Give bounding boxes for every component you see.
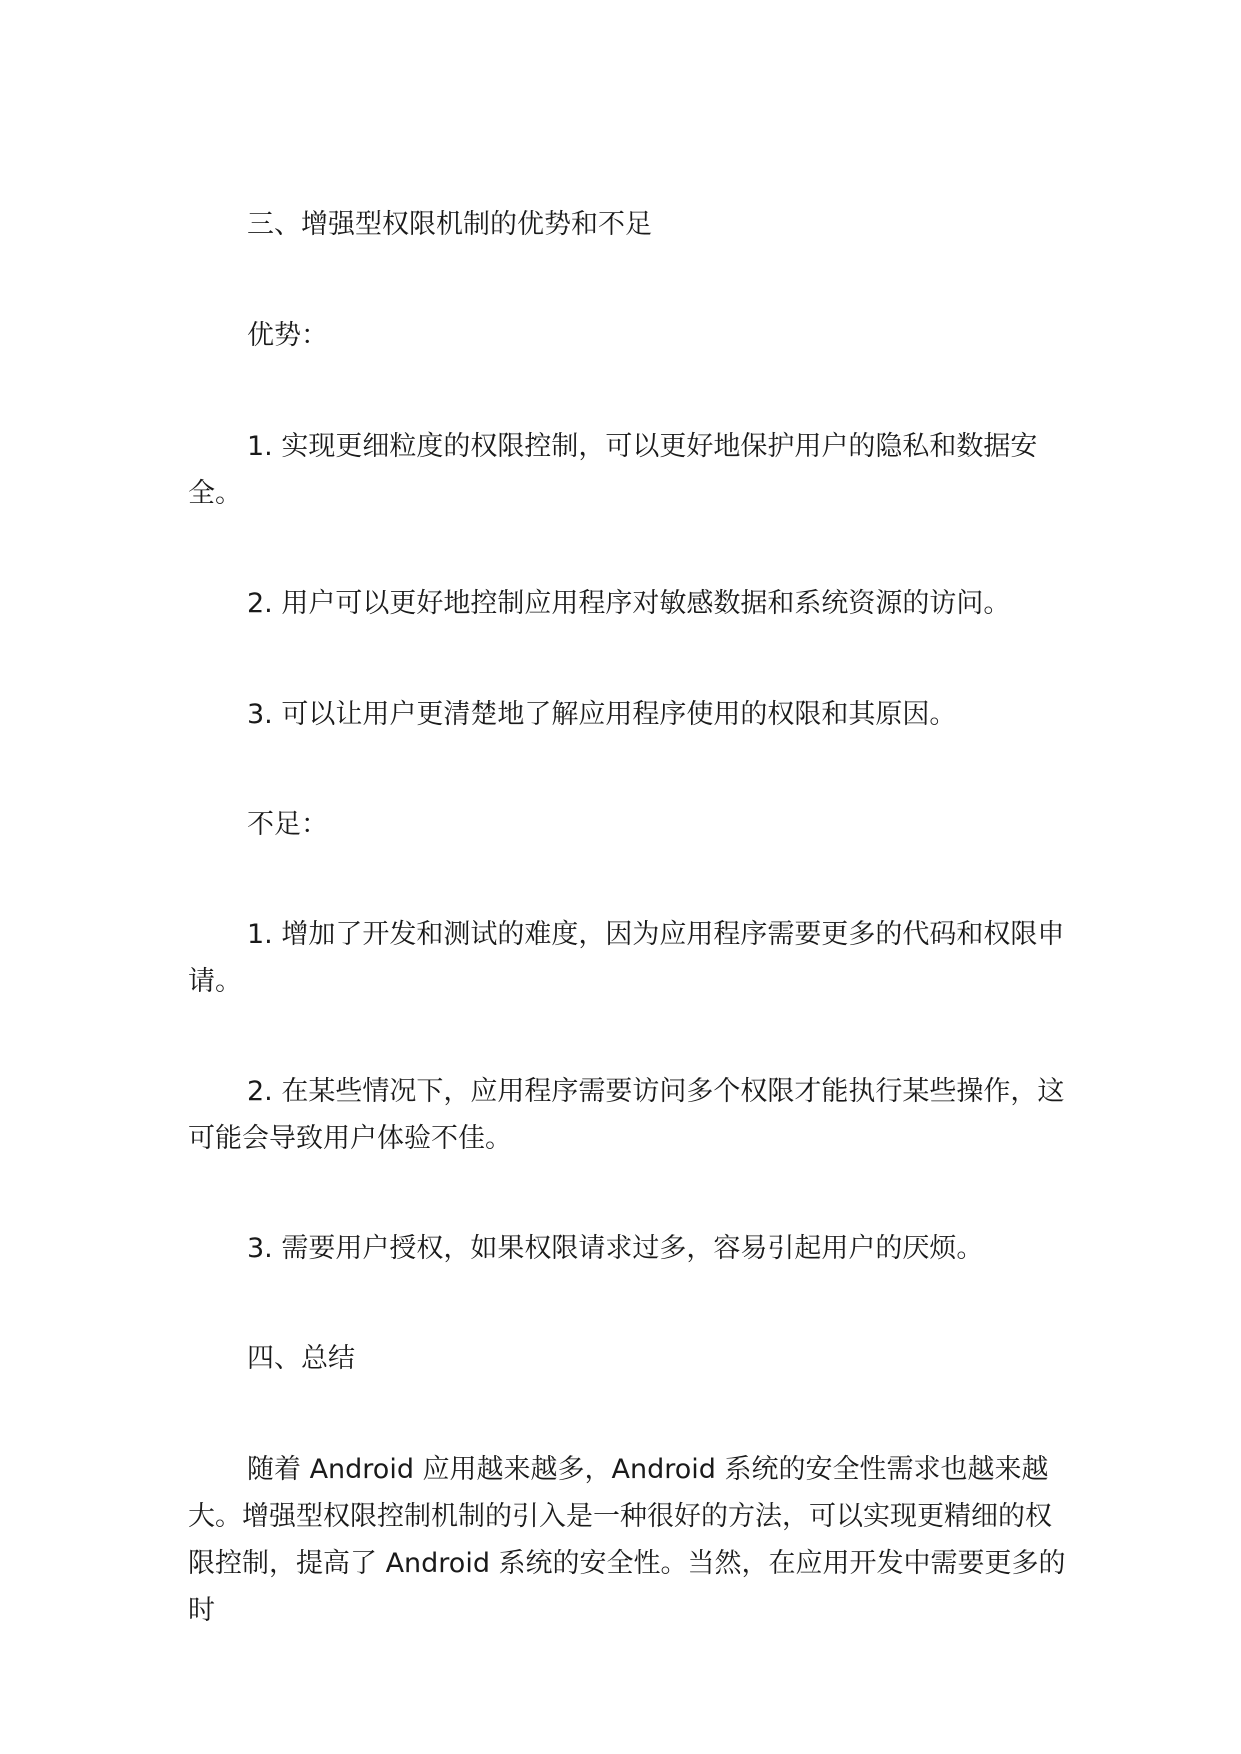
advantages-label: 优势： (247, 320, 328, 351)
disadvantage-item-3: 3. 需要用户授权，如果权限请求过多，容易引起用户的厌烦。 (247, 1233, 984, 1264)
summary-paragraph: 随着 Android 应用越来越多，Android 系统的安全性需求也越来越大。增强型权限控制机制的引入是一种很好的方法，可以实现更精细的权限控制，提高了 Android 系统的安全性。当然，在应用开发中需要更多的时 (188, 1454, 1066, 1626)
section-heading-summary: 四、总结 (247, 1343, 355, 1374)
disadvantage-item-2: 2. 在某些情况下，应用程序需要访问多个权限才能执行某些操作，这可能会导致用户体验不佳。 (188, 1076, 1065, 1154)
advantage-item-1: 1. 实现更细粒度的权限控制，可以更好地保护用户的隐私和数据安全。 (188, 431, 1038, 509)
disadvantage-item-1: 1. 增加了开发和测试的难度，因为应用程序需要更多的代码和权限申请。 (188, 919, 1065, 997)
advantage-item-2: 2. 用户可以更好地控制应用程序对敏感数据和系统资源的访问。 (247, 588, 1011, 619)
advantage-item-3: 3. 可以让用户更清楚地了解应用程序使用的权限和其原因。 (247, 699, 957, 730)
section-heading-advantages-disadvantages: 三、增强型权限机制的优势和不足 (247, 209, 652, 240)
disadvantages-label: 不足： (247, 809, 328, 840)
